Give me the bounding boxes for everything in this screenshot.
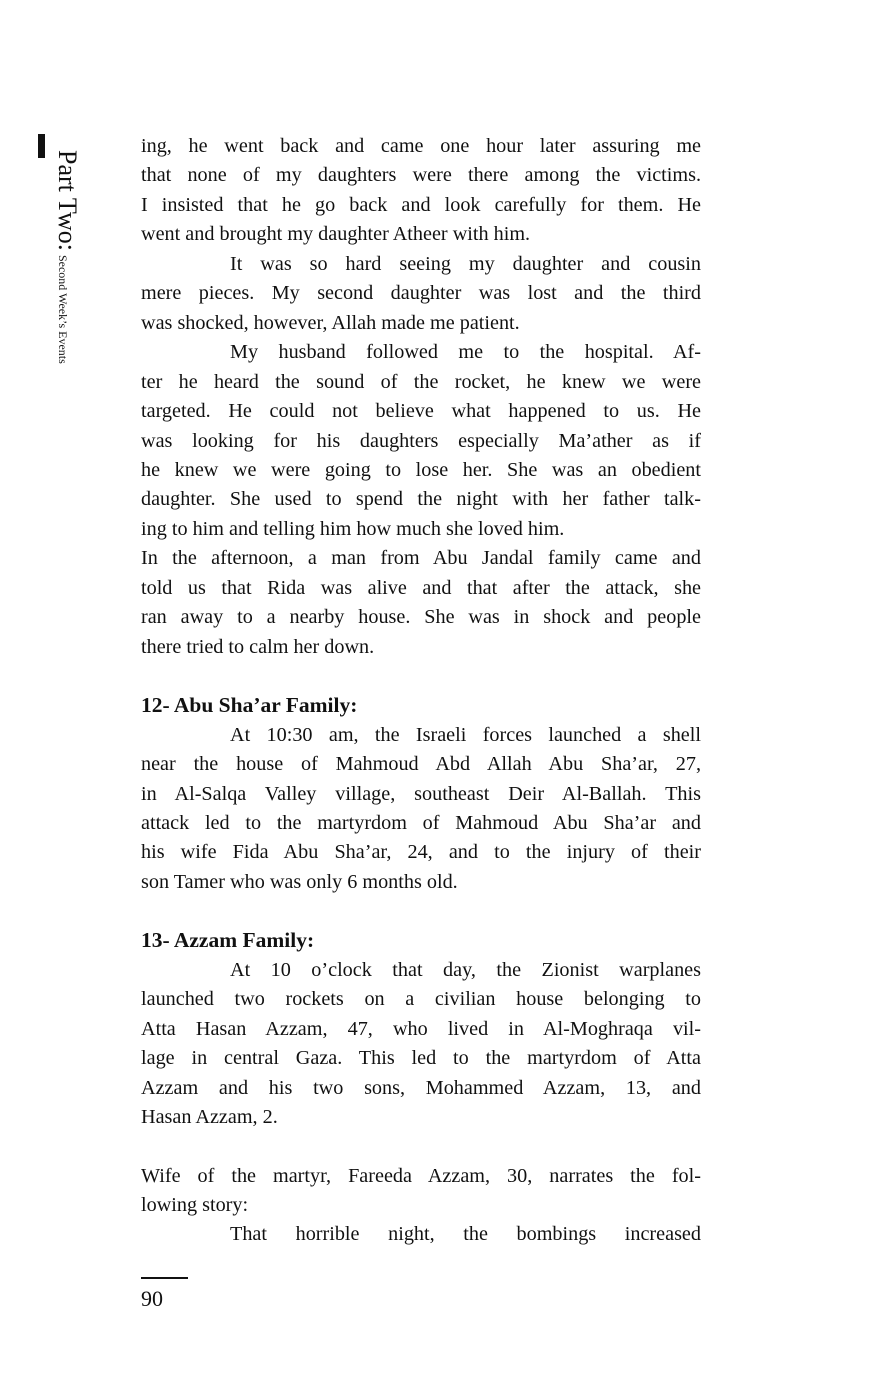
text-line: In the afternoon, a man from Abu Jandal family came and bbox=[141, 547, 701, 570]
text-line: At 10:30 am, the Israeli forces launched a shell bbox=[230, 723, 701, 746]
text-line: there tried to calm her down. bbox=[141, 635, 375, 658]
running-header bbox=[52, 150, 82, 364]
paragraph bbox=[141, 1220, 701, 1249]
text-line: in Al-Salqa Valley village, southeast Deir Al-Ballah. This bbox=[141, 782, 701, 805]
text-line: Hasan Azzam, 2. bbox=[141, 1106, 278, 1129]
paragraph bbox=[141, 338, 701, 544]
paragraph bbox=[141, 132, 701, 250]
text-line: lage in central Gaza. This led to the martyrdom of Atta bbox=[141, 1047, 701, 1070]
paragraph bbox=[141, 544, 701, 662]
text-line: his wife Fida Abu Sha’ar, 24, and to the injury of their bbox=[141, 841, 701, 864]
section-heading: 13- Azzam Family: bbox=[141, 928, 315, 953]
text-line: daughter. She used to spend the night with her father talk- bbox=[141, 488, 701, 511]
text-line: was looking for his daughters especially Ma’ather as if bbox=[141, 429, 701, 452]
text-line: Atta Hasan Azzam, 47, who lived in Al-Moghraqa vil- bbox=[141, 1017, 701, 1040]
text-line: attack led to the martyrdom of Mahmoud Abu Sha’ar and bbox=[141, 811, 701, 834]
text-line: My husband followed me to the hospital. Af- bbox=[230, 341, 701, 364]
paragraph bbox=[141, 956, 701, 1133]
paragraph bbox=[141, 1162, 701, 1221]
text-line: ter he heard the sound of the rocket, he knew we were bbox=[141, 370, 701, 393]
text-line: Wife of the martyr, Fareeda Azzam, 30, narrates the fol- bbox=[141, 1164, 701, 1187]
text-line: ran away to a nearby house. She was in shock and people bbox=[141, 606, 701, 629]
text-line: son Tamer who was only 6 months old. bbox=[141, 870, 458, 893]
text-line: I insisted that he go back and look carefully for them. He bbox=[141, 193, 701, 216]
section-heading: 12- Abu Sha’ar Family: bbox=[141, 693, 358, 718]
text-line: That horrible night, the bombings increased bbox=[230, 1223, 701, 1246]
paragraph-gap bbox=[141, 1133, 701, 1162]
text-line: was shocked, however, Allah made me patient. bbox=[141, 311, 520, 334]
header-marker-bar bbox=[38, 134, 45, 158]
text-line: ing to him and telling him how much she loved him. bbox=[141, 517, 565, 540]
text-line: ing, he went back and came one hour later assuring me bbox=[141, 135, 701, 157]
text-line: launched two rockets on a civilian house belonging to bbox=[141, 988, 701, 1011]
text-line: Azzam and his two sons, Mohammed Azzam, 13, and bbox=[141, 1076, 701, 1099]
footer-rule bbox=[141, 1277, 188, 1279]
text-line: that none of my daughters were there among the victims. bbox=[141, 164, 701, 187]
text-line: targeted. He could not believe what happened to us. He bbox=[141, 400, 701, 423]
text-line: near the house of Mahmoud Abd Allah Abu Sha’ar, 27, bbox=[141, 753, 701, 776]
text-line: told us that Rida was alive and that after the attack, she bbox=[141, 576, 701, 599]
paragraph bbox=[141, 721, 701, 898]
text-line: he knew we were going to lose her. She was an obedient bbox=[141, 458, 701, 481]
running-header-section: Second Week’s Events bbox=[56, 254, 70, 364]
text-line: mere pieces. My second daughter was lost and the third bbox=[141, 282, 701, 305]
text-line: It was so hard seeing my daughter and cousin bbox=[230, 252, 701, 275]
page-number: 90 bbox=[141, 1286, 163, 1311]
body-text bbox=[141, 132, 701, 1250]
text-line: lowing story: bbox=[141, 1193, 249, 1216]
paragraph bbox=[141, 250, 701, 338]
text-line: At 10 o’clock that day, the Zionist warplanes bbox=[230, 958, 701, 981]
running-header-part: Part Two: bbox=[53, 150, 82, 251]
text-line: went and brought my daughter Atheer with him. bbox=[141, 223, 531, 246]
